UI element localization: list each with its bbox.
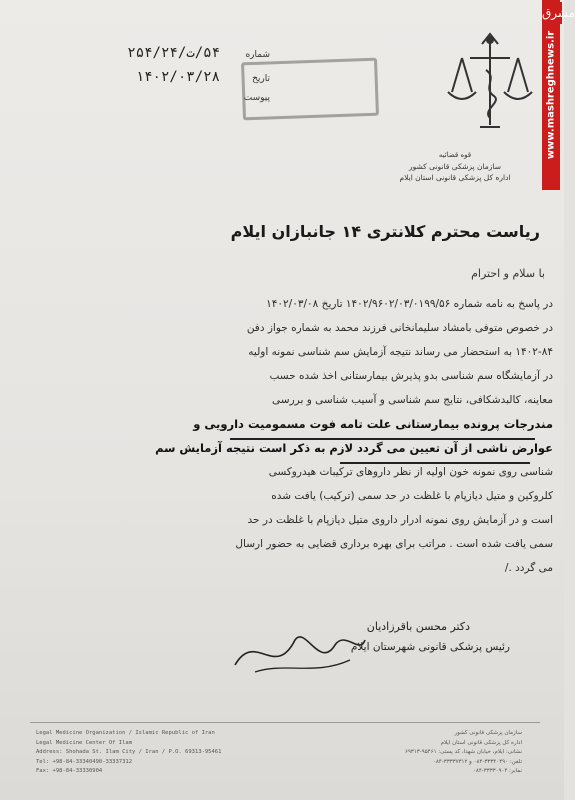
body-line-emphasis: مندرجات پرونده بیمارستانی علت تامه فوت مسمومیت دارویی و [193,417,553,431]
judiciary-seal-icon [440,30,540,140]
body-line: سمی یافت شده است . مراتب برای بهره برداری قضایی به حضور ارسال [235,538,553,550]
footer-en-line: Fax: +98-84-33330904 [36,768,103,774]
emphasis-underline [340,462,530,464]
letter-footer [30,722,540,774]
footer-fa-line: تلفن: ۳۳۳۴۰۴۹۰-۰۸۴ و ۳۳۳۳۷۳۱۲-۰۸۴ [432,758,522,765]
footer-fa-line: نمابر: ۳۳۳۳۰۹۰۴-۰۸۴ [472,768,522,774]
body-line: معاینه، کالبدشکافی، نتایج سم شناسی و آسیب شناسی و بررسی [272,394,553,406]
body-line: ۱۴۰۲-۸۴ به استحضار می رساند نتیجه آزمایش سم شناسی نمونه اولیه [248,346,553,358]
body-line: می گردد ./ [504,562,553,574]
body-line: شناسی روی نمونه خون اولیه از نظر داروهای ترکیبات هیدروکسی [268,466,553,478]
letter-body [38,292,553,580]
signer-name: دکتر محسن باقرزادیان [366,620,470,633]
letter-meta [40,45,270,117]
registration-stamp [241,58,379,121]
signature-block [240,620,530,653]
number-label: شماره [245,50,270,60]
body-line: در پاسخ به نامه شماره ۱۴۰۲/۹۶۰۲/۰۳/۰۱۹۹/۵۶ تاریخ ۱۴۰۲/۰۳/۰۸ [266,298,553,310]
watermark-strip [542,0,560,190]
footer-en-line: Legal Medicine Organization / Islamic Republic of Iran [36,730,215,736]
footer-en-line: Tel: +98-84-33340490-33337312 [36,758,133,765]
body-line-emphasis: عوارض ناشی از آن تعیین می گردد لازم به ذکر است نتیجه آزمایش سم [155,441,553,455]
body-line: در خصوص متوفی بامشاد سلیمانخانی فرزند محمد به شماره جواز دفن [246,322,553,334]
org-line-1: قوه قضائیه [438,151,472,159]
org-line-3: اداره کل پزشکی قانونی استان ایلام [399,173,511,182]
body-line: است و در آزمایش روی نمونه ادرار داروی متیل دیازپام با غلظت در حد [247,514,553,526]
number-value: ۵۴/ت/۲۵۴/۲۴ [127,45,220,61]
footer-fa-line: اداره کل پزشکی قانونی استان ایلام [440,739,522,746]
org-line-2: سازمان پزشکی قانونی کشور [409,162,501,171]
organization-header [380,150,530,183]
date-value: ۱۴۰۲/۰۳/۲۸ [135,69,220,85]
attachment-label: پیوست [243,93,270,103]
letter-greeting: با سلام و احترام [471,267,545,280]
footer-persian [372,729,522,777]
signer-title: رئیس پزشکی قانونی شهرستان ایلام [350,641,510,653]
footer-fa-line: سازمان پزشکی قانونی کشور [454,730,522,736]
date-label: تاریخ [252,74,270,84]
emphasis-underline [230,438,535,440]
letter-salutation: ریاست محترم کلانتری ۱۴ جانبازان ایلام [230,222,540,241]
watermark-site: www.mashreghnews.ir [545,30,557,160]
body-line: کلروکین و متیل دیازپام با غلظت در حد سمی (ترکیب) یافت شده [271,490,553,502]
watermark-logo: مشرق [542,2,562,24]
footer-en-line: Address: Shohada St. Ilam City / Iran / P.O. 69313-95461 [36,749,222,755]
footer-fa-line: نشانی: ایلام، خیابان شهدا، کد پستی: ۹۵۴۶۱-۶۹۳۱۳ [404,749,522,755]
footer-en-line: Legal Medicine Center Of Ilam [36,739,133,746]
footer-english [36,729,222,777]
body-line: در آزمایشگاه سم شناسی بدو پذیرش بیمارستانی اخذ شده حسب [269,370,553,382]
